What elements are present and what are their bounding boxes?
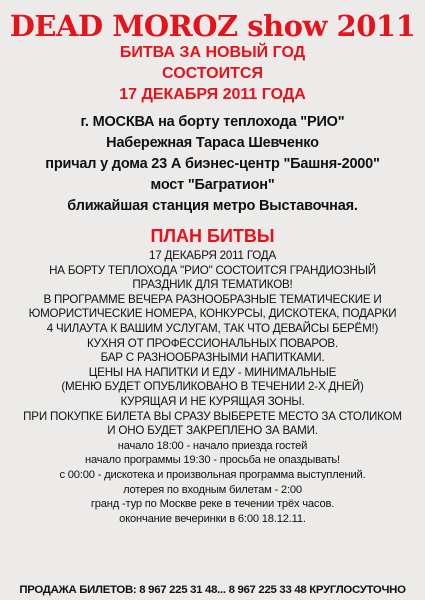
subtitle-line: БИТВА ЗА НОВЫЙ ГОД (119, 44, 306, 61)
details-line: (МЕНЮ БУДЕТ ОПУБЛИКОВАНО В ТЕЧЕНИИ 2-Х ДНЕЙ) (61, 380, 364, 394)
schedule-line: начало программы 19:30 - просьба не опаздывать! (85, 454, 340, 467)
location-line: г. МОСКВА на борту теплохода "РИО" (80, 114, 345, 130)
details-line: ПРАЗДНИК ДЛЯ ТЕМАТИКОВ! (132, 278, 293, 292)
details-line: 17 ДЕКАБРЯ 2011 ГОДА (149, 249, 276, 262)
location-line: причал у дома 23 А биэнес-центр "Башня-2000" (45, 156, 380, 172)
details-line: 4 ЧИЛАУТА К ВАШИМ УСЛУГАМ, ТАК ЧТО ДЕВАЙСЫ БЕРЁМ!) (46, 321, 379, 335)
details-line: ЮМОРИСТИЧЕСКИЕ НОМЕРА, КОНКУРСЫ, ДИСКОТЕКА, ПОДАРКИ (28, 307, 397, 321)
details-line: КУРЯЩАЯ И НЕ КУРЯЩАЯ ЗОНЫ. (120, 394, 305, 408)
details-line: И ОНО БУДЕТ ЗАКРЕПЛЕНО ЗА ВАМИ. (107, 424, 318, 438)
details-line: НА БОРТУ ТЕПЛОХОДА "РИО" СОСТОИТСЯ ГРАНДИОЗНЫЙ (49, 263, 376, 277)
schedule-line: лотерея по входным билетам - 2:00 (123, 483, 302, 496)
details-line: БАР С РАЗНООБРАЗНЫМИ НАПИТКАМИ. (100, 351, 325, 365)
schedule-line: окончание вечеринки в 6:00 18.12.11. (119, 512, 306, 525)
schedule-line: гранд -тур по Москве реке в течении трёх часов. (90, 498, 335, 511)
details-line: ПРИ ПОКУПКЕ БИЛЕТА ВЫ СРАЗУ ВЫБЕРЕТЕ МЕСТО ЗА СТОЛИКОМ (23, 409, 402, 423)
schedule-block (4, 439, 421, 527)
subtitle-block (4, 42, 421, 105)
plan-heading: ПЛАН БИТВЫ (150, 226, 275, 246)
poster-title: DEAD MOROZ show 2011 (9, 9, 416, 43)
details-line: КУХНЯ ОТ ПРОФЕССИОНАЛЬНЫХ ПОВАРОВ. (87, 336, 338, 350)
location-block (4, 112, 421, 217)
location-line: ближайшая станция метро Выставочная. (67, 198, 358, 214)
details-line: ЦЕНЫ НА НАПИТКИ И ЕДУ - МИНИМАЛЬНЫЕ (88, 365, 337, 379)
location-line: Набережная Тараса Шевченко (106, 135, 319, 151)
event-date: 17 ДЕКАБРЯ 2011 ГОДА (119, 86, 306, 103)
subtitle-line: СОСТОИТСЯ (162, 65, 263, 82)
location-line: мост "Багратион" (150, 177, 275, 193)
details-block (4, 249, 421, 439)
ticket-sales-footer: ПРОДАЖА БИЛЕТОВ: 8 967 225 31 48... 8 967 225 33 48 КРУГЛОСУТОЧНО (19, 584, 406, 596)
details-line: В ПРОГРАММЕ ВЕЧЕРА РАЗНООБРАЗНЫЕ ТЕМАТИЧЕСКИЕ И (43, 292, 382, 306)
schedule-line: начало 18:00 - начало приезда гостей (117, 439, 308, 452)
schedule-line: с 00:00 - дискотека и произвольная программа выступлений. (59, 468, 366, 481)
